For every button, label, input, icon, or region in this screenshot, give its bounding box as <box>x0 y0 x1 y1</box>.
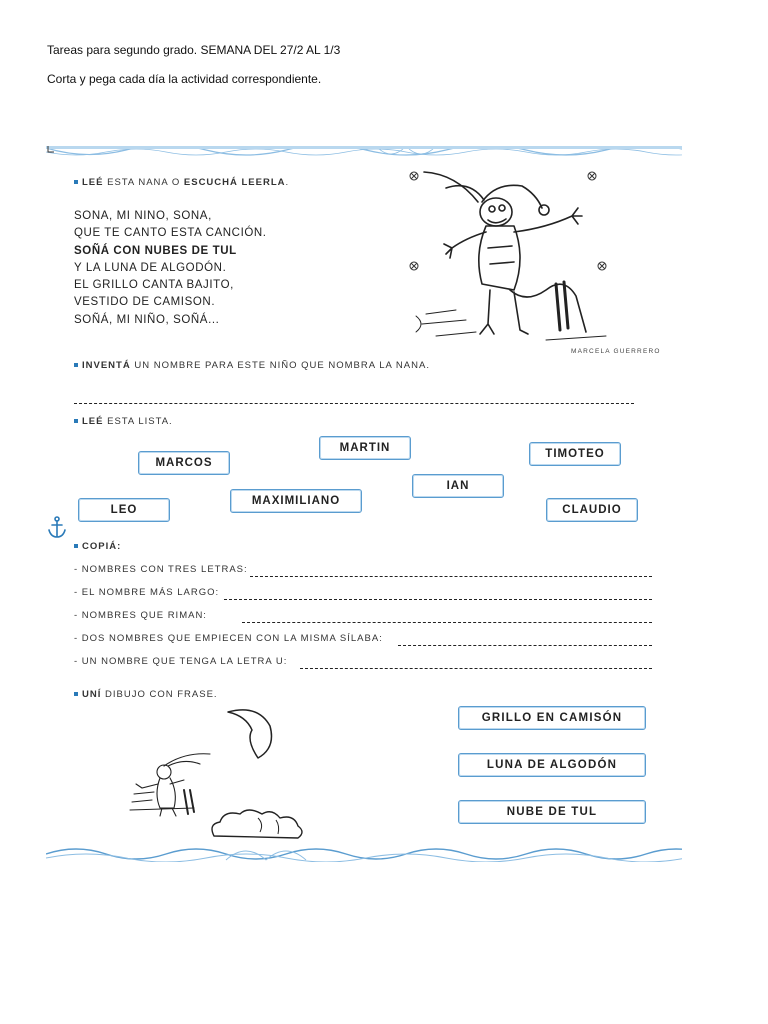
copy-question: - DOS NOMBRES QUE EMPIECEN CON LA MISMA SÍLABA: <box>74 633 383 644</box>
author-credit: MARCELA GUERRERO <box>571 348 661 355</box>
bullet-icon <box>74 180 78 184</box>
copy-question: - NOMBRES CON TRES LETRAS: <box>74 564 248 575</box>
answer-line[interactable] <box>250 576 652 577</box>
invent-instruction: INVENTÁ UN NOMBRE PARA ESTE NIÑO QUE NOMBRA LA NANA. <box>74 360 430 371</box>
crescent-moon-drawing <box>218 704 278 762</box>
name-card-leo: LEO <box>78 498 170 522</box>
name-card-ian: IAN <box>412 474 504 498</box>
poem-line: Y LA LUNA DE ALGODÓN. <box>74 261 227 274</box>
name-card-timoteo: TIMOTEO <box>529 442 621 466</box>
bottom-wave-decoration <box>46 842 682 862</box>
cloud-drawing <box>208 806 308 842</box>
bullet-icon <box>74 419 78 423</box>
match-instruction: UNÍ DIBUJO CON FRASE. <box>74 689 218 700</box>
phrase-card-luna: LUNA DE ALGODÓN <box>458 753 646 777</box>
header-instruction: Corta y pega cada día la actividad correspondiente. <box>47 72 322 86</box>
bullet-icon <box>74 692 78 696</box>
phrase-card-nube: NUBE DE TUL <box>458 800 646 824</box>
invent-answer-line[interactable] <box>74 403 634 404</box>
anchor-icon <box>47 516 67 540</box>
small-cricket-drawing <box>124 750 214 820</box>
bullet-icon <box>74 544 78 548</box>
phrase-card-grillo: GRILLO EN CAMISÓN <box>458 706 646 730</box>
bullet-icon <box>74 363 78 367</box>
name-card-marcos: MARCOS <box>138 451 230 475</box>
copy-question: - NOMBRES QUE RIMAN: <box>74 610 207 621</box>
answer-line[interactable] <box>242 622 652 623</box>
copy-instruction: COPIÁ: <box>74 541 121 552</box>
poem-line: EL GRILLO CANTA BAJITO, <box>74 279 234 292</box>
poem-line: QUE TE CANTO ESTA CANCIÓN. <box>74 227 267 240</box>
poem-line: SONA, MI NINO, SONA, <box>74 210 212 222</box>
poem-line: SOÑÁ, MI NIÑO, SOÑÁ... <box>74 313 220 326</box>
lullaby-poem <box>74 208 267 329</box>
cricket-in-nightgown-illustration <box>396 164 626 349</box>
copy-question: - EL NOMBRE MÁS LARGO: <box>74 587 220 598</box>
poem-line: VESTIDO DE CAMISON. <box>74 296 216 309</box>
answer-line[interactable] <box>224 599 652 600</box>
name-card-maximiliano: MAXIMILIANO <box>230 489 362 513</box>
copy-question: - UN NOMBRE QUE TENGA LA LETRA U: <box>74 656 288 667</box>
name-card-martin: MARTIN <box>319 436 411 460</box>
answer-line[interactable] <box>300 668 652 669</box>
name-card-claudio: CLAUDIO <box>546 498 638 522</box>
read-instruction: LEÉ ESTA NANA O ESCUCHÁ LEERLA. <box>74 177 289 188</box>
header-title: Tareas para segundo grado. SEMANA DEL 27/2 AL 1/3 <box>47 43 341 57</box>
list-instruction: LEÉ ESTA LISTA. <box>74 416 173 427</box>
worksheet-image <box>46 146 682 862</box>
answer-line[interactable] <box>398 645 652 646</box>
poem-line: SOÑÁ CON NUBES DE TUL <box>74 244 237 257</box>
top-wave-decoration <box>46 146 682 166</box>
